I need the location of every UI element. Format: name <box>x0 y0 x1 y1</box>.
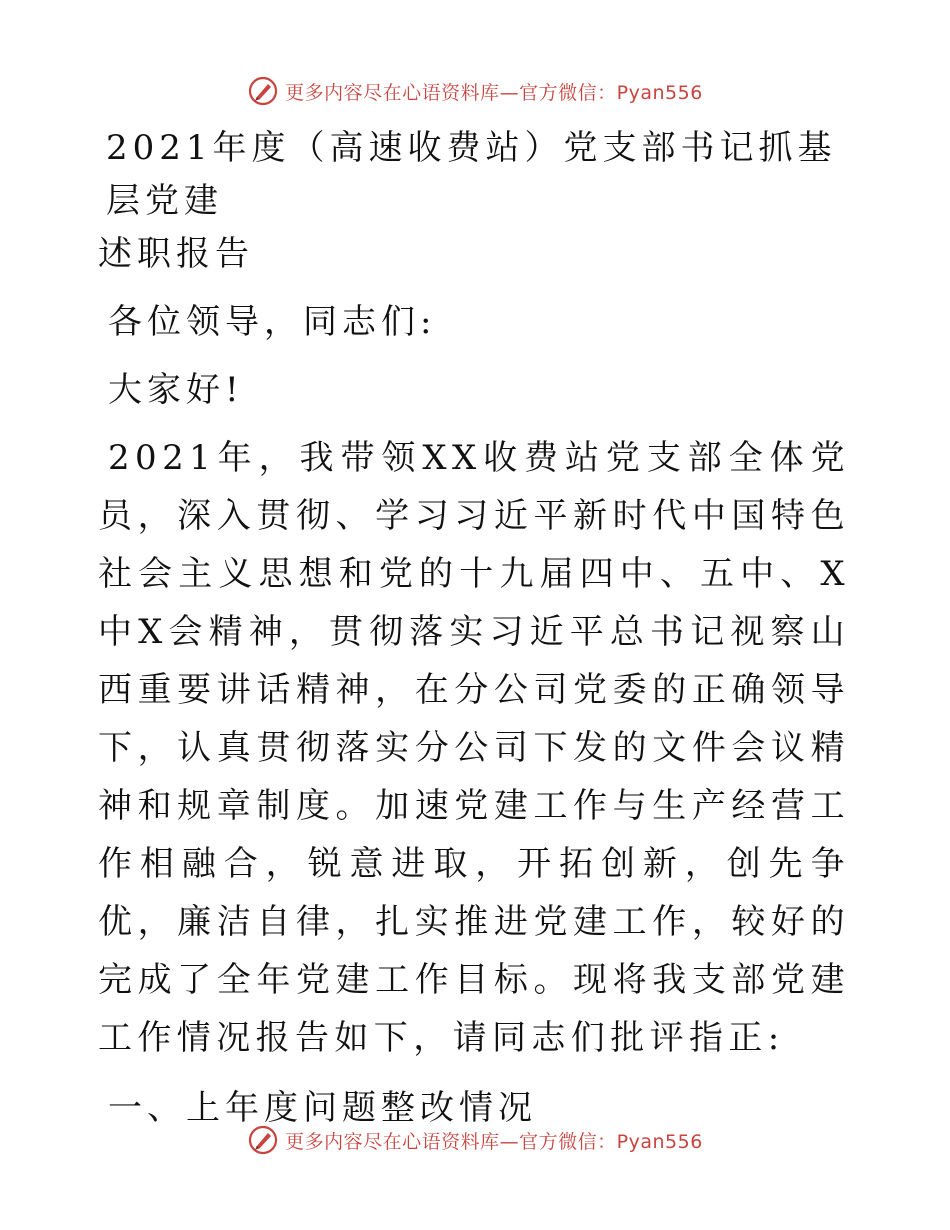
greeting: 大家好! <box>108 370 244 410</box>
watermark-footer <box>0 1120 950 1160</box>
salutation: 各位领导，同志们: <box>108 302 437 342</box>
body-paragraph: 2021年，我带领XX收费站党支部全体党员，深入贯彻、学习习近平新时代中国特色社会主义思想和党的十九届四中、五中、X中X会精神，贯彻落实习近平总书记视察山西重要讲话精神，在分公司党委的正确领导下，认真贯彻落实分公司下发的文件会议精神和规章制度。加速党建工作与生产经营工作相融合，锐意进取，开拓创新，创先争优，廉洁自律，扎实推进党建工作，较好的完成了全年党建工作目标。现将我支部党建工作情况报告如下，请同志们批评指正: <box>98 438 850 1058</box>
quill-pen-circle-icon <box>247 1124 279 1156</box>
quill-pen-circle-icon <box>247 75 279 107</box>
watermark-text: 更多内容尽在心语资料库—官方微信：Pyan556 <box>285 81 703 104</box>
section-heading: 一、上年度问题整改情况 <box>108 1088 537 1128</box>
document-title <box>98 122 850 281</box>
document-body <box>98 122 850 1137</box>
watermark-header <box>0 71 950 111</box>
title-line-1: 2021年度（高速收费站）党支部书记抓基层党建 <box>106 128 837 221</box>
watermark-text: 更多内容尽在心语资料库—官方微信：Pyan556 <box>285 1130 703 1153</box>
title-line-2: 述职报告 <box>98 234 254 274</box>
